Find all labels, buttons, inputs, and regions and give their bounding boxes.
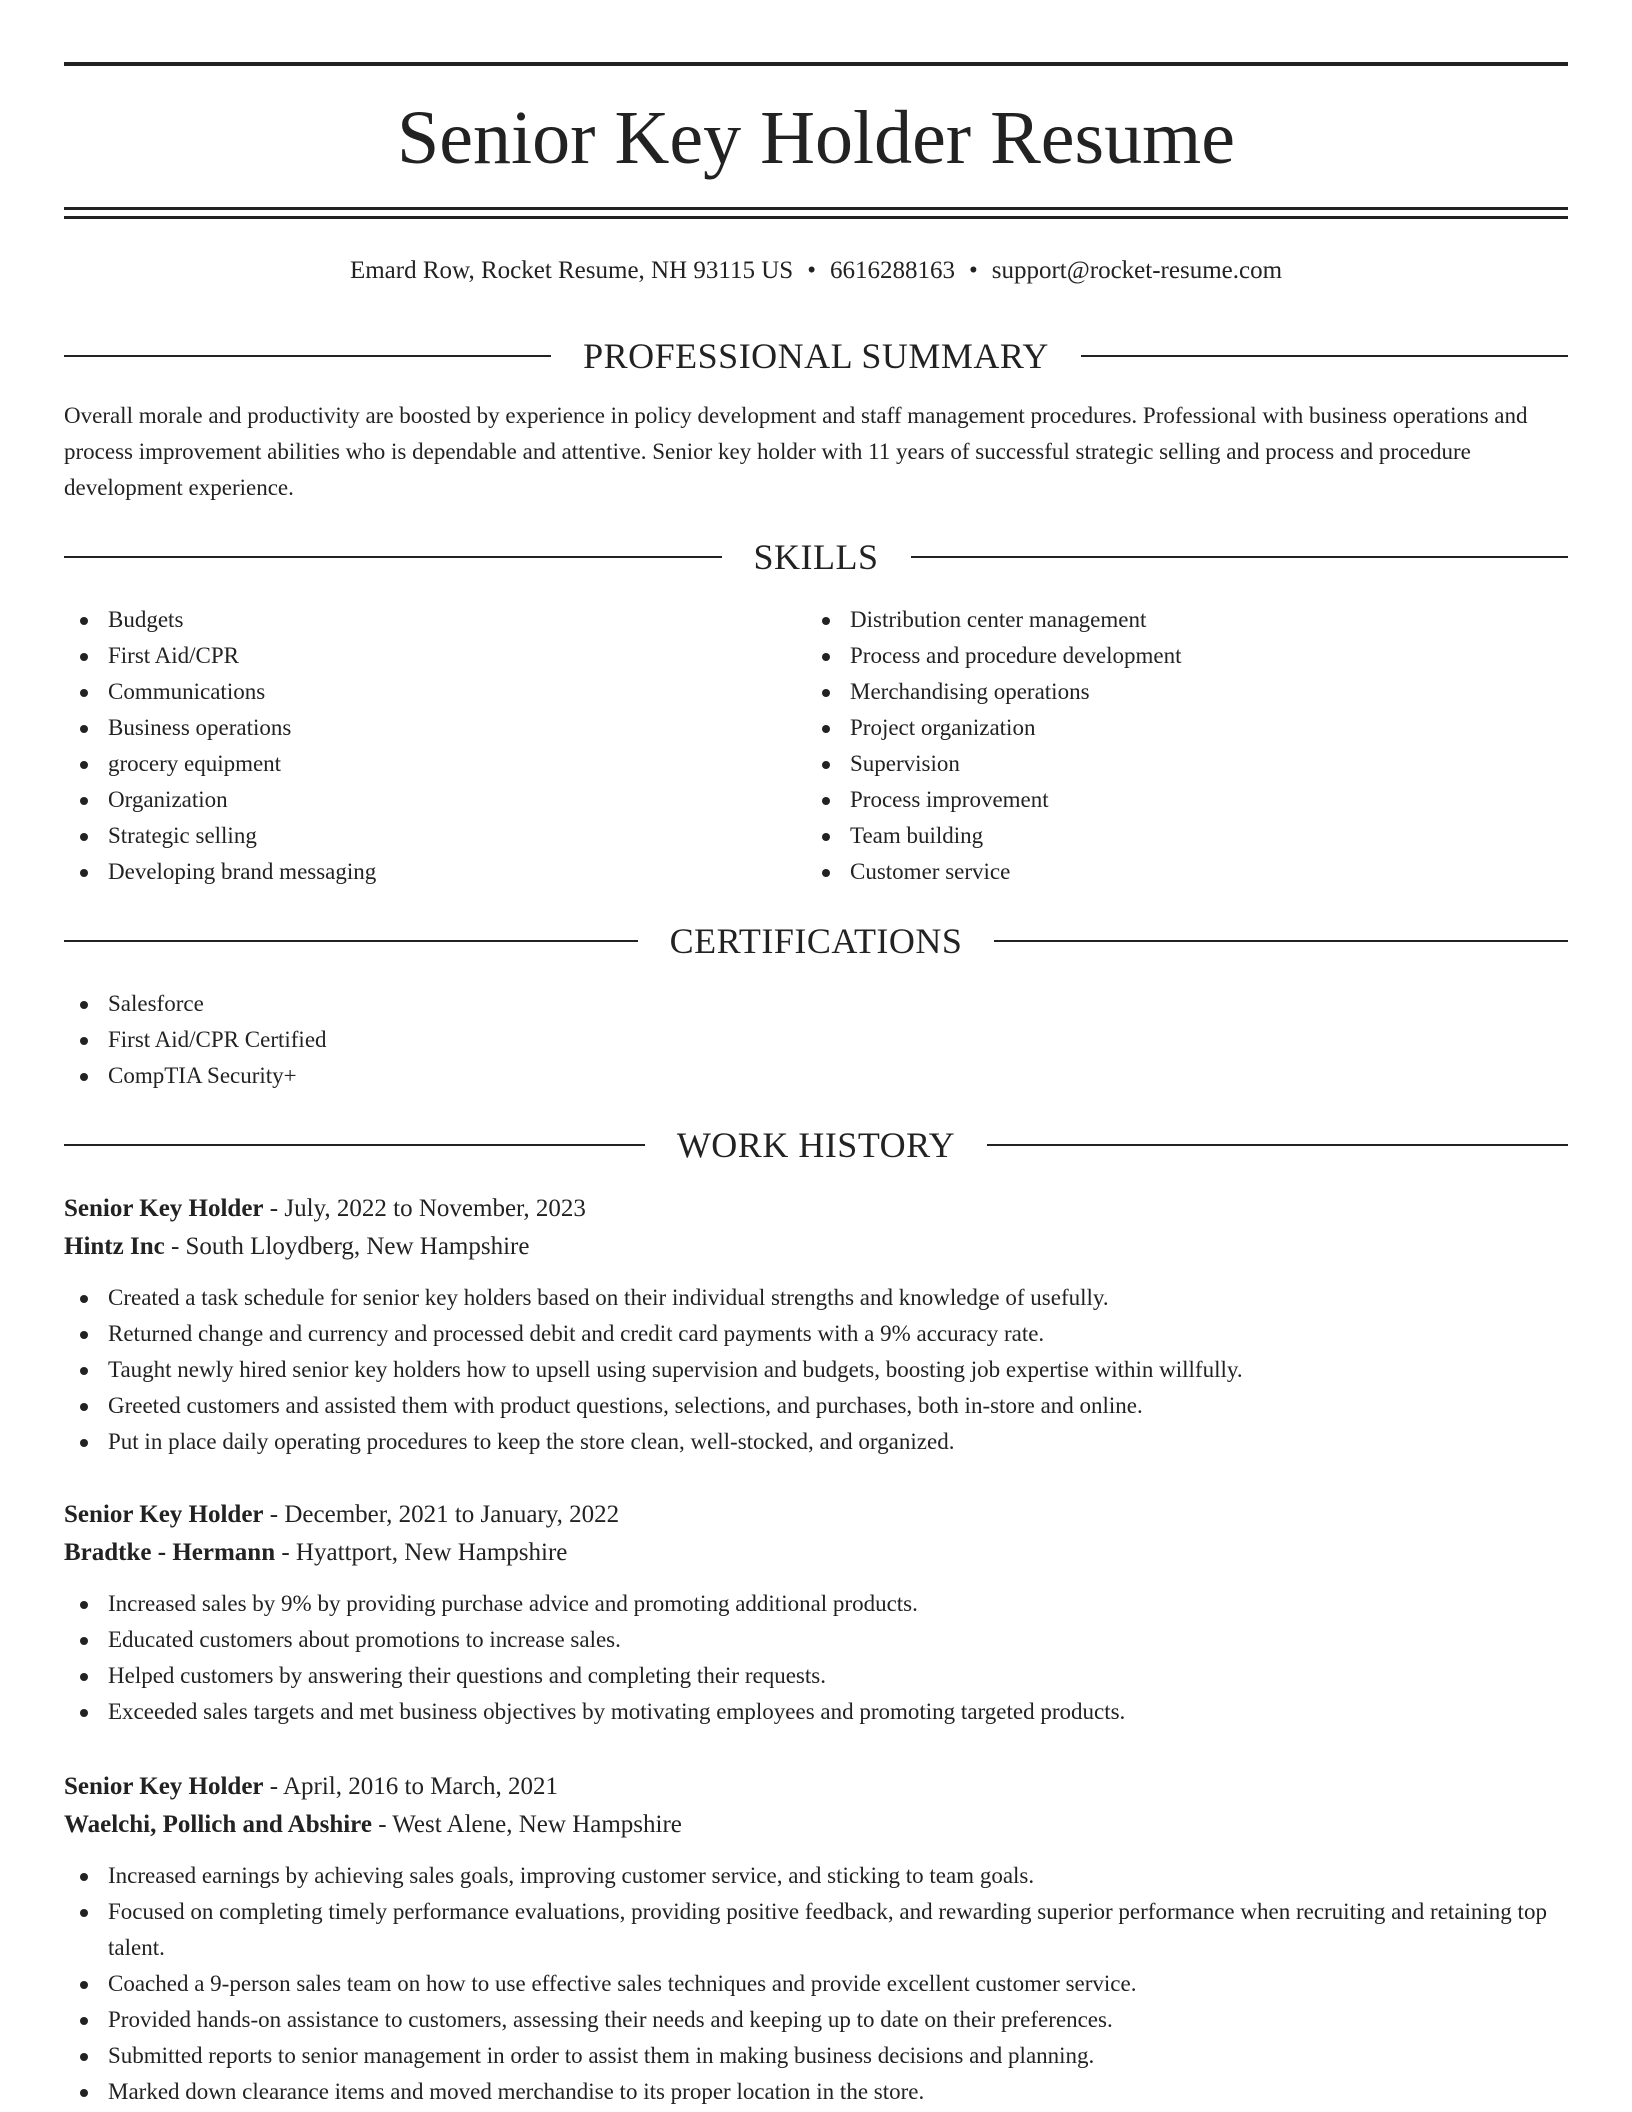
job-company: Bradtke - Hermann <box>64 1539 276 1566</box>
skill-item: Distribution center management <box>806 602 1566 638</box>
heading-rule-left <box>64 940 638 942</box>
heading-rule-right <box>911 556 1569 558</box>
job-title: Senior Key Holder <box>64 1501 264 1528</box>
skill-item: Merchandising operations <box>806 674 1566 710</box>
job-entry <box>64 1768 1568 2110</box>
job-bullet: Marked down clearance items and moved merchandise to its proper location in the store. <box>64 2074 1568 2110</box>
heading-rule-right <box>1081 355 1568 357</box>
contact-phone: 6616288163 <box>829 257 955 284</box>
job-bullet: Greeted customers and assisted them with product questions, selections, and purchases, both in-store and online. <box>64 1388 1568 1424</box>
summary-text: Overall morale and productivity are boosted by experience in policy development and staff management procedures. Professional with business operations and process improvement abilities who is dependable and attentive. Senior key holder with 11 years of successful strategic selling and process and procedure development experience. <box>64 403 1528 500</box>
title-rule-upper <box>64 207 1568 210</box>
certifications-list <box>64 986 1568 1094</box>
job-bullet: Created a task schedule for senior key holders based on their individual strengths and knowledge of usefully. <box>64 1280 1568 1316</box>
job-location: - Hyattport, New Hampshire <box>275 1539 568 1566</box>
job-bullet: Increased sales by 9% by providing purchase advice and promoting additional products. <box>64 1586 1568 1622</box>
job-bullet: Educated customers about promotions to increase sales. <box>64 1622 1568 1658</box>
job-bullet: Put in place daily operating procedures to keep the store clean, well-stocked, and organized. <box>64 1424 1568 1460</box>
top-rule <box>64 62 1568 66</box>
section-heading-summary <box>64 334 1568 378</box>
title-rule-lower <box>64 216 1568 219</box>
contact-separator: • <box>968 257 978 284</box>
job-dates: - April, 2016 to March, 2021 <box>263 1773 558 1800</box>
certification-item: First Aid/CPR Certified <box>64 1022 1568 1058</box>
section-title: CERTIFICATIONS <box>669 921 963 961</box>
heading-rule-left <box>64 1144 645 1146</box>
job-company-line <box>64 1806 1568 1844</box>
skill-item: First Aid/CPR <box>64 638 804 674</box>
contact-email: support@rocket-resume.com <box>991 257 1283 284</box>
section-title: WORK HISTORY <box>676 1125 956 1165</box>
resume-title: Senior Key Holder Resume <box>397 96 1235 180</box>
heading-rule-right <box>994 940 1568 942</box>
skill-item: Business operations <box>64 710 804 746</box>
job-dates: - December, 2021 to January, 2022 <box>263 1501 620 1528</box>
job-company-line <box>64 1228 1568 1266</box>
skill-item: Process improvement <box>806 782 1566 818</box>
skill-item: Communications <box>64 674 804 710</box>
job-entry <box>64 1190 1568 1460</box>
skill-item: Customer service <box>806 854 1566 890</box>
job-bullet: Focused on completing timely performance evaluations, providing positive feedback, and rewarding superior performance when recruiting and retaining top talent. <box>64 1894 1568 1966</box>
job-title-line <box>64 1496 1568 1534</box>
skill-item: Developing brand messaging <box>64 854 804 890</box>
heading-rule-left <box>64 355 551 357</box>
job-bullet: Exceeded sales targets and met business objectives by motivating employees and promoting targeted products. <box>64 1694 1568 1730</box>
job-bullets <box>64 1586 1568 1730</box>
skill-item: Process and procedure development <box>806 638 1566 674</box>
skill-item: Project organization <box>806 710 1566 746</box>
job-bullet: Coached a 9-person sales team on how to use effective sales techniques and provide excellent customer service. <box>64 1966 1568 2002</box>
section-heading-work-history <box>64 1123 1568 1167</box>
certification-item: CompTIA Security+ <box>64 1058 1568 1094</box>
skill-item: Team building <box>806 818 1566 854</box>
job-title: Senior Key Holder <box>64 1195 264 1222</box>
contact-separator: • <box>807 257 816 284</box>
skill-item: Budgets <box>64 602 804 638</box>
job-title-line <box>64 1768 1568 1806</box>
job-company: Hintz Inc <box>64 1233 165 1260</box>
job-title-line <box>64 1190 1568 1228</box>
skill-item: Supervision <box>806 746 1566 782</box>
job-dates: - July, 2022 to November, 2023 <box>263 1195 586 1222</box>
skill-item: Organization <box>64 782 804 818</box>
job-bullet: Helped customers by answering their questions and completing their requests. <box>64 1658 1568 1694</box>
certification-item: Salesforce <box>64 986 1568 1022</box>
job-bullet: Taught newly hired senior key holders how to upsell using supervision and budgets, boosting job expertise within willfully. <box>64 1352 1568 1388</box>
section-title: PROFESSIONAL SUMMARY <box>583 336 1049 376</box>
section-title: SKILLS <box>753 537 879 577</box>
skills-list-right <box>806 602 1566 890</box>
job-company: Waelchi, Pollich and Abshire <box>64 1811 372 1838</box>
job-location: - West Alene, New Hampshire <box>371 1811 682 1838</box>
heading-rule-left <box>64 556 722 558</box>
section-heading-skills <box>64 535 1568 579</box>
job-title: Senior Key Holder <box>64 1773 264 1800</box>
job-location: - South Lloydberg, New Hampshire <box>164 1233 530 1260</box>
section-heading-certifications <box>64 919 1568 963</box>
skill-item: Strategic selling <box>64 818 804 854</box>
job-bullet: Increased earnings by achieving sales goals, improving customer service, and sticking to team goals. <box>64 1858 1568 1894</box>
contact-address: Emard Row, Rocket Resume, NH 93115 US <box>349 257 794 284</box>
job-entry <box>64 1496 1568 1730</box>
job-bullet: Returned change and currency and processed debit and credit card payments with a 9% accuracy rate. <box>64 1316 1568 1352</box>
job-bullets <box>64 1858 1568 2110</box>
job-company-line <box>64 1534 1568 1572</box>
heading-rule-right <box>987 1144 1568 1146</box>
skills-list-left <box>64 602 804 890</box>
contact-line <box>64 254 1568 288</box>
skill-item: grocery equipment <box>64 746 804 782</box>
job-bullets <box>64 1280 1568 1460</box>
job-bullet: Provided hands-on assistance to customers, assessing their needs and keeping up to date on their preferences. <box>64 2002 1568 2038</box>
job-bullet: Submitted reports to senior management in order to assist them in making business decisions and planning. <box>64 2038 1568 2074</box>
